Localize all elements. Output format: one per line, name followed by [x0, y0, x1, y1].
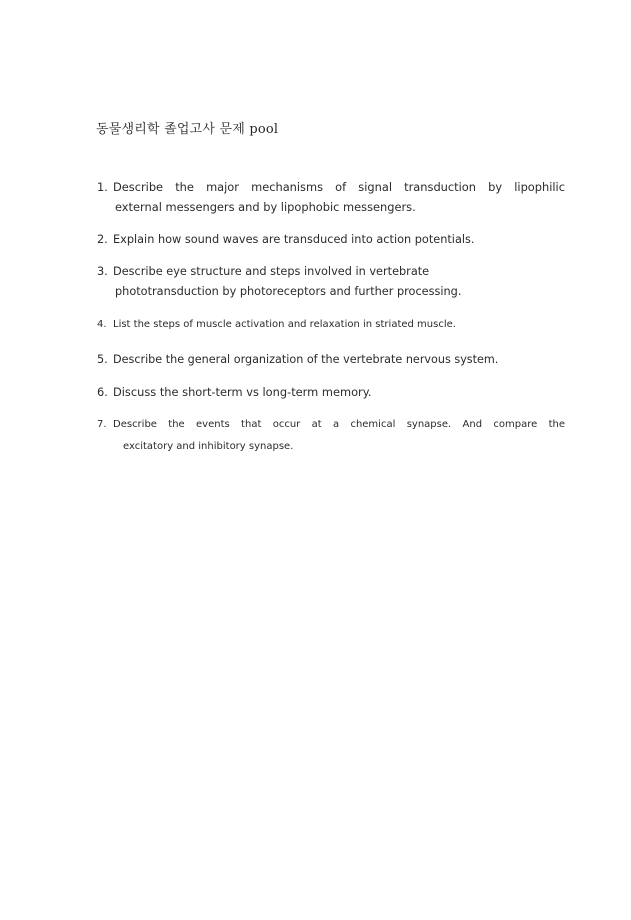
question-number: 3.: [97, 265, 108, 278]
question-text: Describe the events that occur at a chemical synapse. And compare the: [113, 419, 565, 430]
question-number: 7.: [97, 419, 107, 430]
question-number: 5.: [97, 353, 108, 366]
question-line: [97, 231, 565, 249]
question-item-2: [97, 231, 565, 249]
question-line: [97, 177, 565, 197]
question-line: [97, 383, 565, 401]
question-text-continued: excitatory and inhibitory synapse.: [123, 441, 294, 452]
question-line: [97, 316, 565, 334]
question-item-4: [97, 316, 565, 334]
question-text: List the steps of muscle activation and relaxation in striated muscle.: [113, 319, 456, 330]
question-number: 1.: [97, 180, 108, 194]
question-text: Describe the general organization of the vertebrate nervous system.: [113, 353, 499, 366]
question-text: Describe the major mechanisms of signal transduction by lipophilic: [113, 180, 565, 194]
question-number: 4.: [97, 319, 107, 330]
question-item-6: [97, 383, 565, 401]
question-item-7: [97, 414, 565, 458]
question-item-3: [97, 262, 565, 302]
question-number: 2.: [97, 233, 108, 246]
question-line: [97, 351, 565, 369]
question-text-continued: phototransduction by photoreceptors and further processing.: [115, 285, 462, 298]
question-line: [97, 262, 565, 282]
question-text: Discuss the short-term vs long-term memory.: [113, 385, 372, 399]
question-text: Describe eye structure and steps involved in vertebrate: [113, 265, 430, 278]
question-number: 6.: [97, 385, 108, 399]
question-line: [97, 414, 565, 436]
document-title: 동물생리학 졸업고사 문제 pool: [96, 122, 279, 137]
question-item-5: [97, 351, 565, 369]
question-text-continued: external messengers and by lipophobic messengers.: [115, 200, 416, 214]
question-item-1: [97, 177, 565, 217]
question-text: Explain how sound waves are transduced into action potentials.: [113, 233, 475, 246]
